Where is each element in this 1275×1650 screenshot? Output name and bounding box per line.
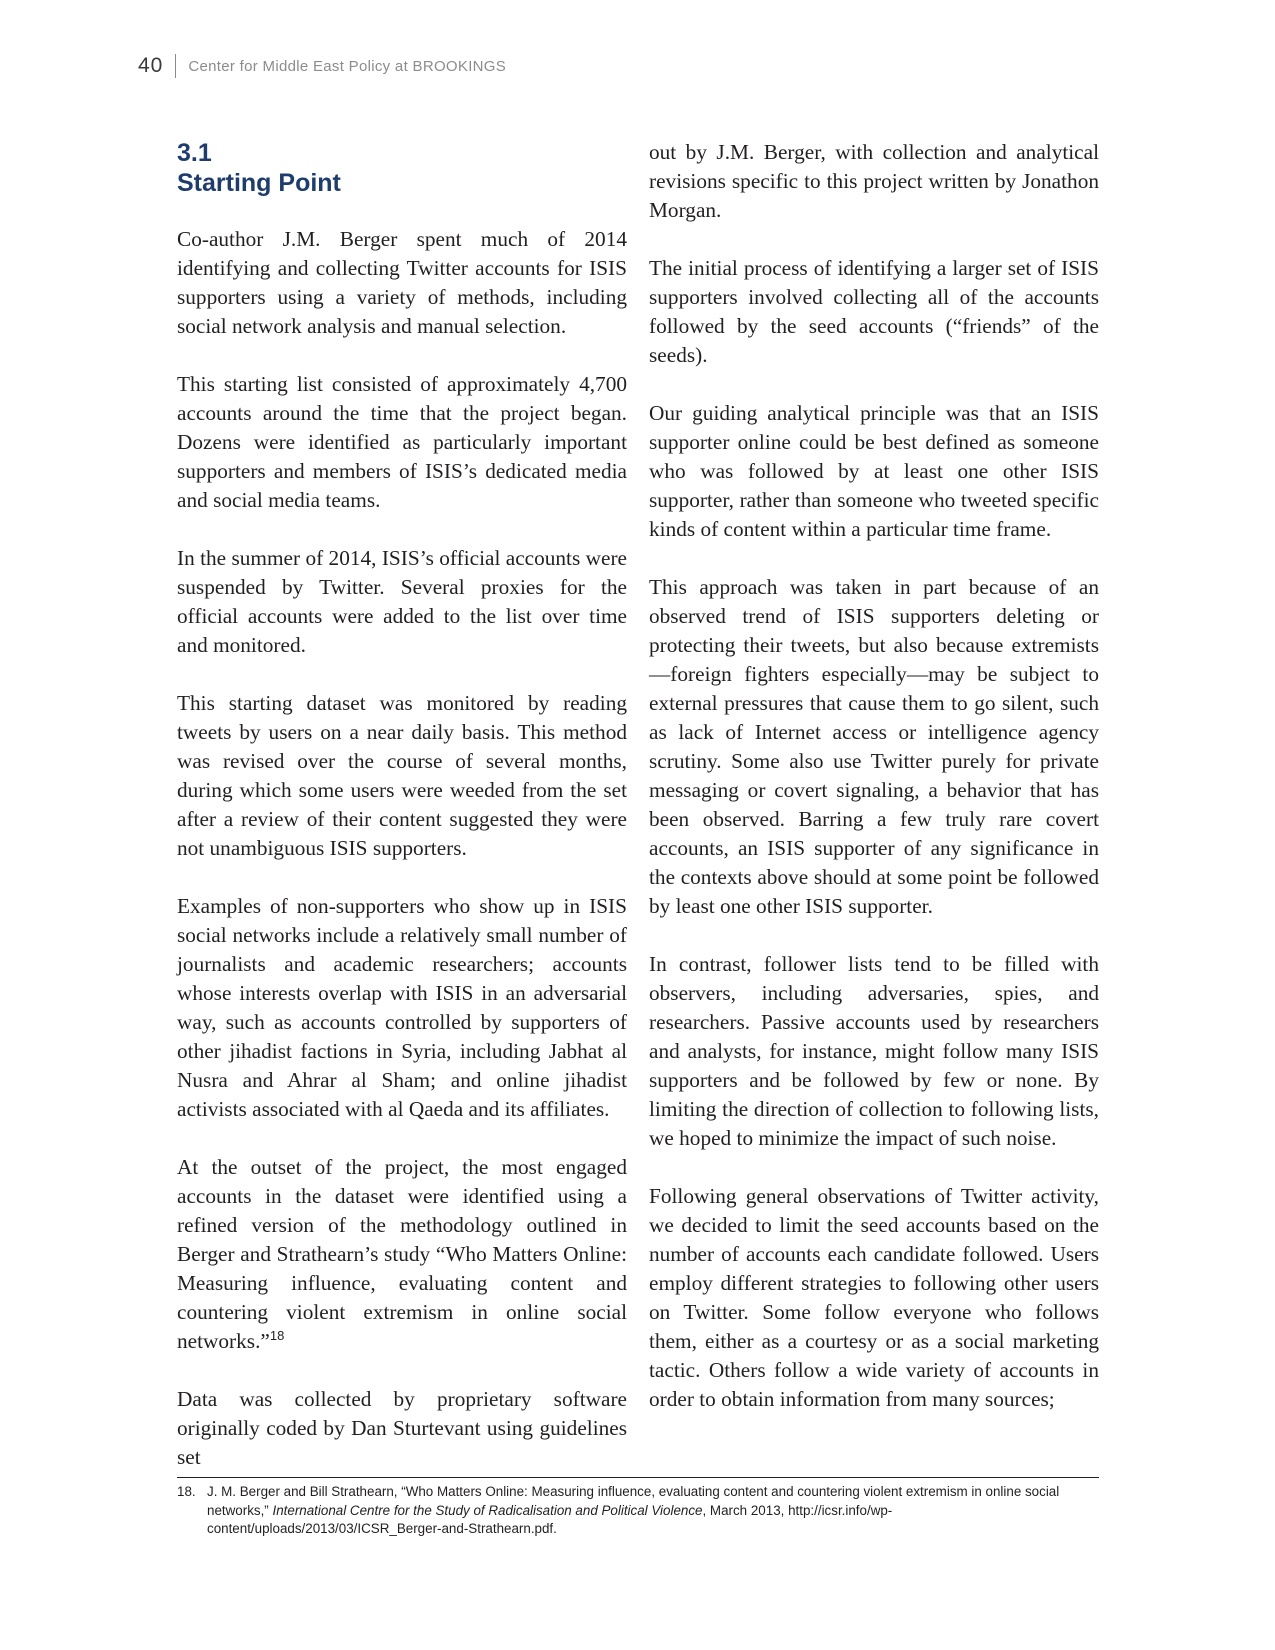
footnote-divider bbox=[177, 1477, 1099, 1478]
running-header bbox=[138, 52, 506, 80]
paragraph: Our guiding analytical principle was that an ISIS supporter online could be best defined as someone who was followed by at least one other ISIS supporter, rather than someone who tweeted specific kinds of content within a particular time frame. bbox=[649, 401, 1099, 541]
left-column bbox=[177, 138, 627, 1472]
header-divider bbox=[175, 54, 176, 78]
paragraph-with-footnote bbox=[177, 1153, 627, 1356]
paragraph: Data was collected by proprietary software originally coded by Dan Sturtevant using guidelines set bbox=[177, 1387, 627, 1469]
footnote-citation: J. M. Berger and Bill Strathearn, “Who Matters Online: Measuring influence, evaluating content and countering violent extremism in online social networks,” bbox=[207, 1484, 1060, 1518]
footnote-reference[interactable]: 18 bbox=[269, 1328, 285, 1343]
page-number: 40 bbox=[138, 54, 164, 77]
paragraph: This starting list consisted of approximately 4,700 accounts around the time that the project began. Dozens were identified as particularly important supporters and members of ISIS’s dedicated media and social media teams. bbox=[177, 372, 627, 512]
right-column bbox=[649, 138, 1099, 1414]
footnotes bbox=[177, 1483, 1099, 1539]
footnote-number: 18. bbox=[177, 1484, 196, 1499]
paragraph: This starting dataset was monitored by reading tweets by users on a near daily basis. This method was revised over the course of several months, during which some users were weeded from the set after a review of their content suggested they were not unambiguous ISIS supporters. bbox=[177, 691, 627, 860]
paragraph-text: At the outset of the project, the most engaged accounts in the dataset were identified using a refined version of the methodology outlined in Berger and Strathearn’s study “Who Matters Online: Measuring influence, evaluating content and countering violent extremism in online social networks.” bbox=[177, 1155, 627, 1353]
paragraph: The initial process of identifying a larger set of ISIS supporters involved collecting all of the accounts followed by the seed accounts (“friends” of the seeds). bbox=[649, 256, 1099, 367]
paragraph: This approach was taken in part because of an observed trend of ISIS supporters deleting or protecting their tweets, but also because extremists—foreign fighters especially—may be subject to external pressures that cause them to go silent, such as lack of Internet access or intelligence agency scrutiny. Some also use Twitter purely for private messaging or covert signaling, a behavior that has been observed. Barring a few truly rare covert accounts, an ISIS supporter of any significance in the contexts above should at some point be followed by least one other ISIS supporter. bbox=[649, 575, 1099, 918]
paragraph: out by J.M. Berger, with collection and analytical revisions specific to this project written by Jonathon Morgan. bbox=[649, 140, 1099, 222]
footnote-url[interactable]: , March 2013, http://icsr.info/wp-content/uploads/2013/03/ICSR_Berger-and-Strathearn.pdf. bbox=[207, 1502, 893, 1536]
footnote-text bbox=[207, 1483, 1099, 1539]
section-heading bbox=[177, 138, 627, 198]
paragraph: In contrast, follower lists tend to be filled with observers, including adversaries, spies, and researchers. Passive accounts used by researchers and analysts, for instance, might follow many ISIS supporters and be followed by few or none. By limiting the direction of collection to following lists, we hoped to minimize the impact of such noise. bbox=[649, 952, 1099, 1150]
section-number: 3.1 bbox=[177, 139, 212, 167]
publication-name: Center for Middle East Policy at BROOKINGS bbox=[188, 57, 507, 75]
footnote-publisher: International Centre for the Study of Radicalisation and Political Violence bbox=[272, 1502, 703, 1518]
paragraph: Co-author J.M. Berger spent much of 2014 identifying and collecting Twitter accounts for ISIS supporters using a variety of methods, including social network analysis and manual selection. bbox=[177, 227, 627, 338]
paragraph: In the summer of 2014, ISIS’s official accounts were suspended by Twitter. Several proxies for the official accounts were added to the list over time and monitored. bbox=[177, 546, 627, 657]
paragraph: Examples of non-supporters who show up in ISIS social networks include a relatively small number of journalists and academic researchers; accounts whose interests overlap with ISIS in an adversarial way, such as accounts controlled by supporters of other jihadist factions in Syria, including Jabhat al Nusra and Ahrar al Sham; and online jihadist activists associated with al Qaeda and its affiliates. bbox=[177, 894, 627, 1121]
paragraph: Following general observations of Twitter activity, we decided to limit the seed accounts based on the number of accounts each candidate followed. Users employ different strategies to following other users on Twitter. Some follow everyone who follows them, either as a courtesy or as a social marketing tactic. Others follow a wide variety of accounts in order to obtain information from many sources; bbox=[649, 1184, 1099, 1411]
footnote bbox=[177, 1483, 1099, 1539]
section-title: Starting Point bbox=[177, 169, 341, 197]
